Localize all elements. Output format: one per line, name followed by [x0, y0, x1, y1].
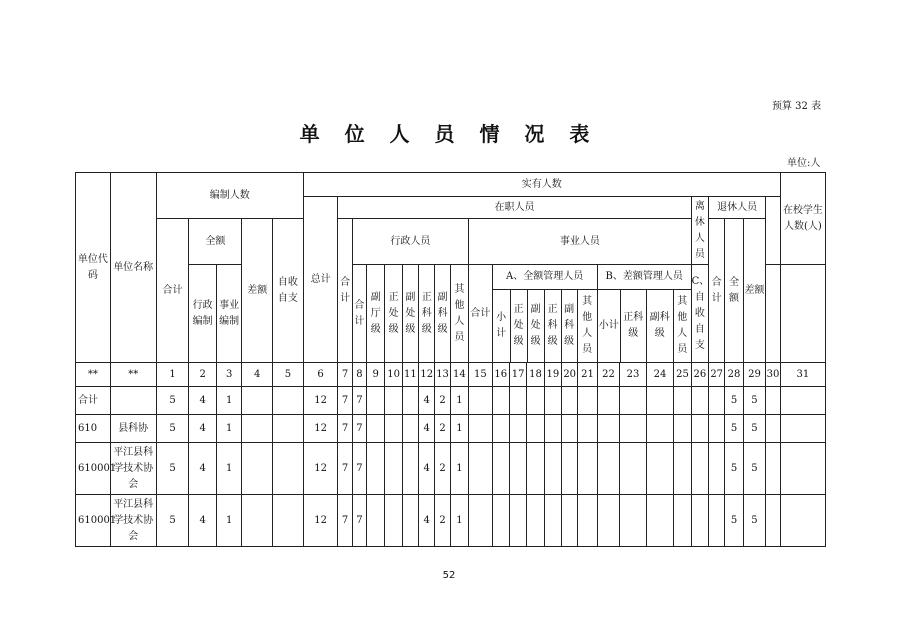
- value-cell: 12: [303, 415, 338, 443]
- unit-name-cell: **: [110, 363, 156, 387]
- header-cat-c: C、自收自支: [691, 265, 708, 363]
- value-cell: [367, 495, 385, 547]
- value-cell: [242, 415, 273, 443]
- value-cell: [242, 387, 273, 415]
- unit-code-cell: 610: [76, 415, 111, 443]
- value-cell: [674, 387, 691, 415]
- unit-name-cell: 平江县科学技术协会: [110, 443, 156, 495]
- value-cell: [544, 495, 561, 547]
- header-a-division: 正处级: [511, 290, 528, 362]
- table-row: [76, 443, 826, 495]
- value-cell: 5: [156, 387, 189, 415]
- value-cell: 5: [725, 415, 743, 443]
- value-cell: 2: [435, 415, 450, 443]
- value-cell: [562, 387, 578, 415]
- header-category-b: [597, 265, 691, 363]
- value-cell: 1: [156, 363, 189, 387]
- value-cell: 31: [780, 363, 825, 387]
- value-cell: 24: [646, 363, 674, 387]
- value-cell: 25: [674, 363, 691, 387]
- value-cell: [527, 495, 544, 547]
- header-self-funded: 自收自支: [273, 219, 304, 363]
- value-cell: [780, 495, 825, 547]
- header-unit-name: 单位名称: [110, 173, 156, 363]
- header-deputy-section: 副科级: [435, 265, 450, 363]
- value-cell: 7: [338, 495, 352, 547]
- value-cell: [578, 495, 597, 547]
- value-cell: [242, 495, 273, 547]
- unit-code-cell: 610001: [76, 495, 111, 547]
- value-cell: [469, 495, 492, 547]
- header-a-deputy-division: 副处级: [528, 290, 545, 362]
- value-cell: 12: [303, 387, 338, 415]
- value-cell: [273, 415, 304, 443]
- value-cell: 26: [691, 363, 708, 387]
- value-cell: [242, 443, 273, 495]
- value-cell: [646, 387, 674, 415]
- value-cell: 4: [242, 363, 273, 387]
- header-admin-other: 其他人员: [450, 265, 468, 363]
- value-cell: [709, 415, 725, 443]
- value-cell: 5: [743, 495, 765, 547]
- header-students-blank: [780, 265, 825, 363]
- value-cell: [780, 387, 825, 415]
- value-cell: 5: [743, 415, 765, 443]
- value-cell: [402, 495, 418, 547]
- header-retired: 退休人员: [709, 197, 766, 219]
- column-index-row: [76, 363, 826, 387]
- value-cell: [780, 415, 825, 443]
- header-cat-a: A、全额管理人员: [493, 265, 597, 290]
- value-cell: [766, 415, 781, 443]
- value-cell: 2: [435, 495, 450, 547]
- header-retired-off-blank: [766, 265, 781, 363]
- value-cell: 15: [469, 363, 492, 387]
- header-a-other: 其他人员: [582, 296, 593, 355]
- value-cell: [385, 495, 402, 547]
- value-cell: 11: [402, 363, 418, 387]
- table-row: [76, 387, 826, 415]
- value-cell: 12: [419, 363, 435, 387]
- value-cell: [509, 415, 526, 443]
- value-cell: [620, 443, 647, 495]
- table-row: [76, 495, 826, 547]
- value-cell: 16: [492, 363, 509, 387]
- table-header: [76, 173, 826, 363]
- header-a-deputy-section: 副科级: [562, 290, 578, 362]
- table-row: [76, 415, 826, 443]
- header-differential: 差额: [242, 219, 273, 363]
- value-cell: [527, 415, 544, 443]
- value-cell: 5: [273, 363, 304, 387]
- value-cell: [646, 415, 674, 443]
- form-number: 预算 32 表: [772, 101, 822, 112]
- value-cell: [691, 387, 708, 415]
- table-body: [76, 363, 826, 547]
- value-cell: 9: [367, 363, 385, 387]
- value-cell: 5: [743, 387, 765, 415]
- value-cell: [273, 443, 304, 495]
- value-cell: 1: [450, 387, 468, 415]
- value-cell: [691, 415, 708, 443]
- value-cell: 13: [435, 363, 450, 387]
- header-actual: 实有人数: [303, 173, 780, 197]
- value-cell: 27: [709, 363, 725, 387]
- value-cell: [691, 495, 708, 547]
- value-cell: [691, 443, 708, 495]
- value-cell: [562, 495, 578, 547]
- value-cell: 5: [156, 415, 189, 443]
- value-cell: 12: [303, 495, 338, 547]
- header-b-section: 正科级: [621, 290, 647, 362]
- header-on-duty-total: 合计: [338, 219, 352, 363]
- header-deputy-division: 副处级: [402, 265, 418, 363]
- value-cell: 5: [725, 387, 743, 415]
- value-cell: [544, 415, 561, 443]
- value-cell: [674, 415, 691, 443]
- value-cell: [402, 443, 418, 495]
- header-career-personnel: 事业人员: [469, 219, 692, 265]
- header-a-section: 正科级: [545, 290, 562, 362]
- value-cell: [367, 443, 385, 495]
- value-cell: 8: [352, 363, 366, 387]
- value-cell: [620, 495, 647, 547]
- personnel-table: [75, 172, 826, 547]
- value-cell: 1: [450, 415, 468, 443]
- value-cell: [674, 443, 691, 495]
- value-cell: [385, 415, 402, 443]
- value-cell: 5: [725, 443, 743, 495]
- header-category-a: [492, 265, 597, 363]
- header-career-staffing: 事业编制: [216, 265, 242, 363]
- value-cell: 6: [303, 363, 338, 387]
- header-section: 正科级: [419, 265, 435, 363]
- value-cell: 2: [189, 363, 217, 387]
- value-cell: 3: [216, 363, 242, 387]
- value-cell: [578, 387, 597, 415]
- header-retired-full: 全额: [725, 219, 743, 363]
- value-cell: [527, 443, 544, 495]
- value-cell: [780, 443, 825, 495]
- header-b-other: 其他人员: [677, 296, 688, 355]
- value-cell: 4: [189, 495, 217, 547]
- value-cell: 2: [435, 443, 450, 495]
- page-number: 52: [442, 570, 456, 581]
- value-cell: [469, 415, 492, 443]
- value-cell: 7: [352, 443, 366, 495]
- value-cell: 4: [189, 387, 217, 415]
- value-cell: [402, 415, 418, 443]
- value-cell: [469, 387, 492, 415]
- value-cell: [509, 387, 526, 415]
- unit-code-cell: 610001: [76, 443, 111, 495]
- header-b-deputy-section: 副科级: [647, 290, 674, 362]
- value-cell: 28: [725, 363, 743, 387]
- value-cell: 5: [156, 443, 189, 495]
- value-cell: [273, 495, 304, 547]
- value-cell: 30: [766, 363, 781, 387]
- header-unit-code: 单位代码: [76, 173, 111, 363]
- value-cell: 5: [156, 495, 189, 547]
- value-cell: 7: [352, 415, 366, 443]
- unit-name-cell: 县科协: [110, 415, 156, 443]
- value-cell: [597, 415, 619, 443]
- value-cell: 20: [562, 363, 578, 387]
- value-cell: 4: [419, 443, 435, 495]
- value-cell: 4: [419, 495, 435, 547]
- value-cell: 7: [338, 363, 352, 387]
- value-cell: 1: [216, 443, 242, 495]
- value-cell: [492, 495, 509, 547]
- value-cell: [509, 495, 526, 547]
- header-retired-total: 合计: [709, 219, 725, 363]
- value-cell: [562, 443, 578, 495]
- value-cell: 4: [189, 415, 217, 443]
- value-cell: 1: [450, 443, 468, 495]
- value-cell: 7: [352, 387, 366, 415]
- value-cell: 4: [189, 443, 217, 495]
- value-cell: [578, 443, 597, 495]
- header-admin-subtotal: 合计: [352, 265, 366, 363]
- value-cell: [544, 387, 561, 415]
- value-cell: 23: [620, 363, 647, 387]
- value-cell: [492, 415, 509, 443]
- value-cell: 22: [597, 363, 619, 387]
- header-division: 正处级: [385, 265, 402, 363]
- value-cell: [646, 443, 674, 495]
- header-a-subtotal: 小计: [493, 290, 511, 362]
- unit-code-cell: 合计: [76, 387, 111, 415]
- value-cell: 18: [527, 363, 544, 387]
- value-cell: [597, 387, 619, 415]
- value-cell: [492, 443, 509, 495]
- header-cat-b: B、差额管理人员: [598, 265, 691, 290]
- value-cell: [674, 495, 691, 547]
- value-cell: [402, 387, 418, 415]
- value-cell: 1: [216, 415, 242, 443]
- page-title: 单 位 人 员 情 况 表: [299, 122, 599, 146]
- header-students: 在校学生人数(人): [780, 173, 825, 265]
- value-cell: [646, 495, 674, 547]
- value-cell: [597, 443, 619, 495]
- value-cell: 1: [216, 495, 242, 547]
- value-cell: 1: [450, 495, 468, 547]
- header-full-amount: 全额: [189, 219, 242, 265]
- value-cell: 14: [450, 363, 468, 387]
- value-cell: 12: [303, 443, 338, 495]
- value-cell: 21: [578, 363, 597, 387]
- value-cell: 17: [509, 363, 526, 387]
- value-cell: 7: [338, 387, 352, 415]
- header-admin-staffing: 行政编制: [189, 265, 217, 363]
- value-cell: 4: [419, 387, 435, 415]
- value-cell: [709, 495, 725, 547]
- header-career-total: 合计: [469, 265, 492, 363]
- value-cell: 4: [419, 415, 435, 443]
- value-cell: [385, 443, 402, 495]
- value-cell: [709, 443, 725, 495]
- value-cell: 7: [338, 443, 352, 495]
- value-cell: 7: [338, 415, 352, 443]
- unit-name-cell: [110, 387, 156, 415]
- value-cell: 7: [352, 495, 366, 547]
- value-cell: [544, 443, 561, 495]
- value-cell: 5: [743, 443, 765, 495]
- header-b-subtotal: 小计: [598, 290, 621, 362]
- header-admin-personnel: 行政人员: [352, 219, 468, 265]
- header-retired-off: 离休人员: [691, 197, 708, 265]
- value-cell: [492, 387, 509, 415]
- value-cell: [562, 415, 578, 443]
- value-cell: [509, 443, 526, 495]
- value-cell: [766, 495, 781, 547]
- header-deputy-dept: 副厅级: [367, 265, 385, 363]
- value-cell: 5: [725, 495, 743, 547]
- value-cell: 19: [544, 363, 561, 387]
- value-cell: [273, 387, 304, 415]
- value-cell: 29: [743, 363, 765, 387]
- unit-label: 单位:人: [787, 158, 821, 169]
- value-cell: [620, 387, 647, 415]
- value-cell: [367, 387, 385, 415]
- unit-code-cell: **: [76, 363, 111, 387]
- header-grand-total: 总计: [303, 197, 338, 363]
- value-cell: [766, 443, 781, 495]
- value-cell: 2: [435, 387, 450, 415]
- unit-name-cell: 平江县科学技术协会: [110, 495, 156, 547]
- value-cell: 1: [216, 387, 242, 415]
- value-cell: [709, 387, 725, 415]
- value-cell: [766, 387, 781, 415]
- value-cell: [527, 387, 544, 415]
- header-staff-total: 合计: [156, 219, 189, 363]
- value-cell: [620, 415, 647, 443]
- value-cell: [597, 495, 619, 547]
- value-cell: [385, 387, 402, 415]
- value-cell: [469, 443, 492, 495]
- value-cell: 10: [385, 363, 402, 387]
- header-retired-diff: 差额: [743, 219, 765, 363]
- header-on-duty: 在职人员: [338, 197, 691, 219]
- value-cell: [367, 415, 385, 443]
- header-staffing: 编制人数: [156, 173, 303, 219]
- value-cell: [578, 415, 597, 443]
